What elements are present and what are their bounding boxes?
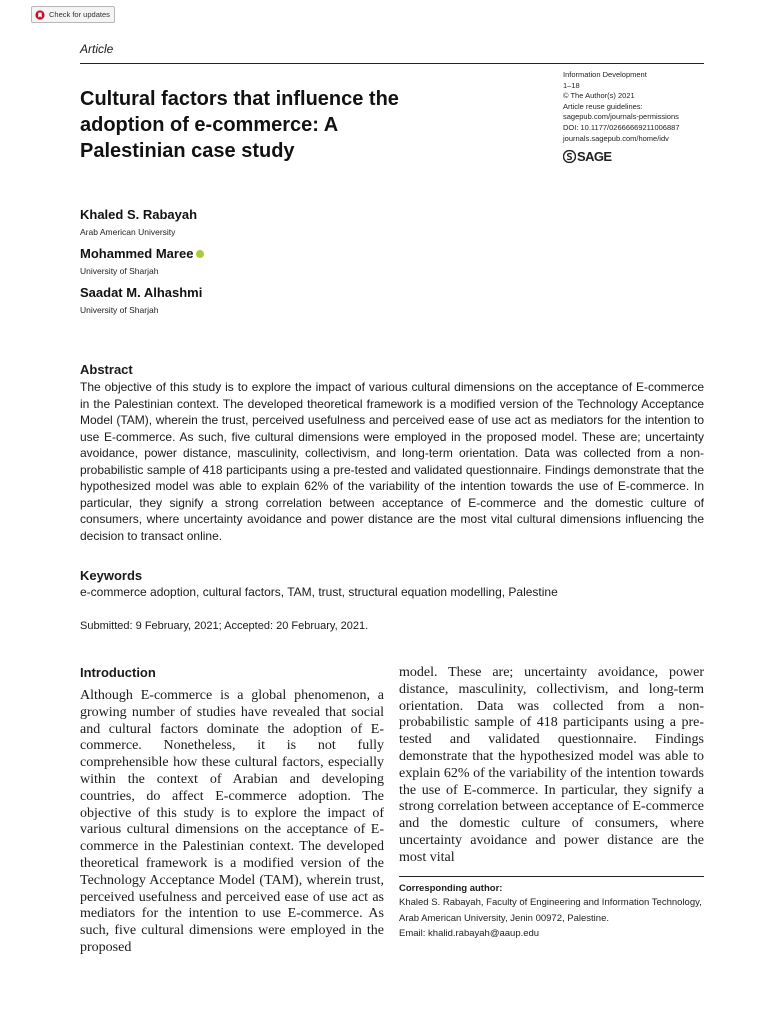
publisher-name: SAGE xyxy=(577,149,612,164)
journal-info xyxy=(563,70,723,144)
abstract-heading: Abstract xyxy=(80,362,133,377)
sage-logo-icon xyxy=(563,150,576,163)
corresponding-author-email[interactable]: Email: khalid.rabayah@aaup.edu xyxy=(399,928,540,939)
introduction-column-1: Although E-commerce is a global phenomenon, a growing number of studies have revealed that social and cultural factors dominate the adoption of E-commerce. Nonetheless, it is not fully comprehensible how these cultural factors, especially within the context of Arabian and developing countries, do affect E-commerce adoption. The objective of this study is to explore the impact of various cultural dimensions on the acceptance of E-commerce in the Palestinian context. The developed theoretical framework is a modified version of the Technology Acceptance Model (TAM), wherein trust, perceived usefulness and perceived ease of use act as mediators for the intention to use E-commerce. As such, five cultural dimensions were employed in the proposed xyxy=(80,688,384,955)
corresponding-author-info xyxy=(399,895,704,942)
check-for-updates-button[interactable] xyxy=(31,6,115,23)
abstract-text: The objective of this study is to explore the impact of various cultural dimensions on the acceptance of E-commerce in the Palestinian context. The developed theoretical framework is a modified version of the Technology Acceptance Model (TAM), wherein the trust, perceived usefulness and perceived ease of use act as mediators for the intention to use E-commerce. As such, five cultural dimensions were employed in the proposed model. These are; uncertainty avoidance, power distance, masculinity, collectivism, and long-term orientation. Data was collected from a non-probabilistic sample of 418 participants using a pre-tested and validated questionnaire. Findings demonstrate that the hypothesized model was able to explain 62% of the variability of the intention towards the use of E-commerce. In particular, they signify a strong correlation between acceptance of E-commerce and the domestic culture of consumers, where uncertainty avoidance and power distance are the most vital cultural dimensions influencing the decision to transact online. xyxy=(80,380,704,543)
header-divider xyxy=(80,63,704,64)
author-name: Khaled S. Rabayah xyxy=(80,207,198,222)
reuse-label: Article reuse guidelines: xyxy=(563,101,643,111)
reuse-link[interactable]: sagepub.com/journals-permissions xyxy=(563,112,679,122)
bookmark-icon xyxy=(35,10,45,20)
author-affiliation: University of Sharjah xyxy=(80,305,159,315)
introduction-column-2: model. These are; uncertainty avoidance, power distance, masculinity, collectivism, and long-term orientation. Data was collected from a non-probabilistic sample of 418 participants using a pre-tested and validated questionnaire. Findings demonstrate that the hypothesized model was able to explain 62% of the variability of the intention towards the use of E-commerce. In particular, they signify a strong correlation between acceptance of E-commerce and the domestic culture of consumers, where uncertainty avoidance and power distance are the most vital xyxy=(399,665,704,865)
footnote-divider xyxy=(399,876,704,877)
author-name: Mohammed Maree xyxy=(80,246,194,261)
orcid-icon[interactable] xyxy=(196,250,204,258)
article-type-label: Article xyxy=(80,42,114,56)
author-affiliation: University of Sharjah xyxy=(80,266,159,276)
keywords-text: e-commerce adoption, cultural factors, TAM, trust, structural equation modelling, Palestine xyxy=(80,585,558,599)
author-name-with-orcid xyxy=(80,246,204,261)
keywords-heading: Keywords xyxy=(80,568,143,583)
doi-link[interactable]: DOI: 10.1177/02666669211006887 xyxy=(563,122,680,132)
corresponding-author-address: Khaled S. Rabayah, Faculty of Engineering and Information Technology, Arab American University, Jenin 00972, Palestine. xyxy=(399,897,702,924)
author-name: Saadat M. Alhashmi xyxy=(80,285,203,300)
author-affiliation: Arab American University xyxy=(80,227,176,237)
corresponding-author-heading: Corresponding author: xyxy=(399,883,503,894)
journal-link[interactable]: journals.sagepub.com/home/idv xyxy=(563,133,669,143)
page-range: 1–18 xyxy=(563,80,580,90)
introduction-heading: Introduction xyxy=(80,665,156,680)
sage-logo xyxy=(563,149,611,164)
copyright: © The Author(s) 2021 xyxy=(563,91,635,101)
check-for-updates-label: Check for updates xyxy=(49,10,110,19)
paper-title: Cultural factors that influence the adoption of e-commerce: A Palestinian case study xyxy=(80,88,399,162)
submission-dates: Submitted: 9 February, 2021; Accepted: 20 February, 2021. xyxy=(80,620,369,632)
journal-name: Information Development xyxy=(563,70,647,79)
